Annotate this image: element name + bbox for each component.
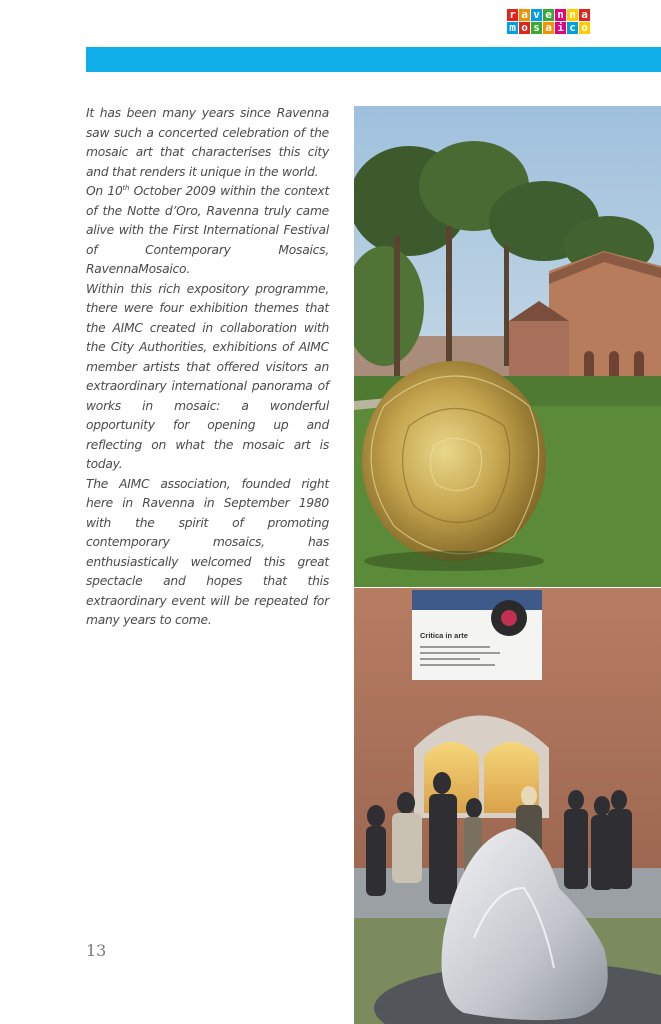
logo-letter: n [567, 9, 578, 21]
logo-letter: c [567, 22, 578, 34]
logo-letter: m [507, 22, 518, 34]
logo-letter: i [555, 22, 566, 34]
logo-row-mosaico [507, 22, 599, 34]
logo-letter: a [519, 9, 530, 21]
paragraph-3: Within this rich expository programme, there were four exhibition themes that the AIMC created in collaboration with the City Authorities, exhibitions of AIMC member artists that offered visitors an extraordinary international panorama of works in mosaic: a wonderful opportunity for opening up and reflecting on what the mosaic art is today. [86, 281, 329, 471]
logo-letter: s [531, 22, 542, 34]
page-number: 13 [86, 941, 107, 960]
article-text [86, 104, 329, 631]
paragraph-1: It has been many years since Ravenna saw such a concerted celebration of the mosaic art that characterises this city and that renders it unique in the world. [86, 106, 329, 179]
logo-row-ravenna [507, 9, 599, 21]
paragraph-4: The AIMC association, founded right here in Ravenna in September 1980 with the spirit of promoting contemporary mosaics, has enthusiastically welcomed this great spectacle and hopes that this extraordinary event will be repeated for many years to come. [86, 476, 329, 627]
logo-letter: e [543, 9, 554, 21]
header-band [86, 47, 661, 72]
logo-letter: o [519, 22, 530, 34]
logo-letter: r [507, 9, 518, 21]
logo-letter: a [579, 9, 590, 21]
logo-letter: v [531, 9, 542, 21]
logo-letter: n [555, 9, 566, 21]
photo-exhibition-entrance [354, 588, 661, 1024]
paragraph-2: On 10th October 2009 within the context of the Notte d’Oro, Ravenna truly came alive with the First International Festival of Contemporary Mosaics, RavennaMosaico. [86, 183, 330, 276]
logo-letter: a [543, 22, 554, 34]
banner-title: Critica in arte [420, 631, 468, 640]
photo-golden-mosaic-roll [354, 106, 661, 587]
ravenna-mosaico-logo [507, 9, 599, 35]
logo-letter: o [579, 22, 590, 34]
